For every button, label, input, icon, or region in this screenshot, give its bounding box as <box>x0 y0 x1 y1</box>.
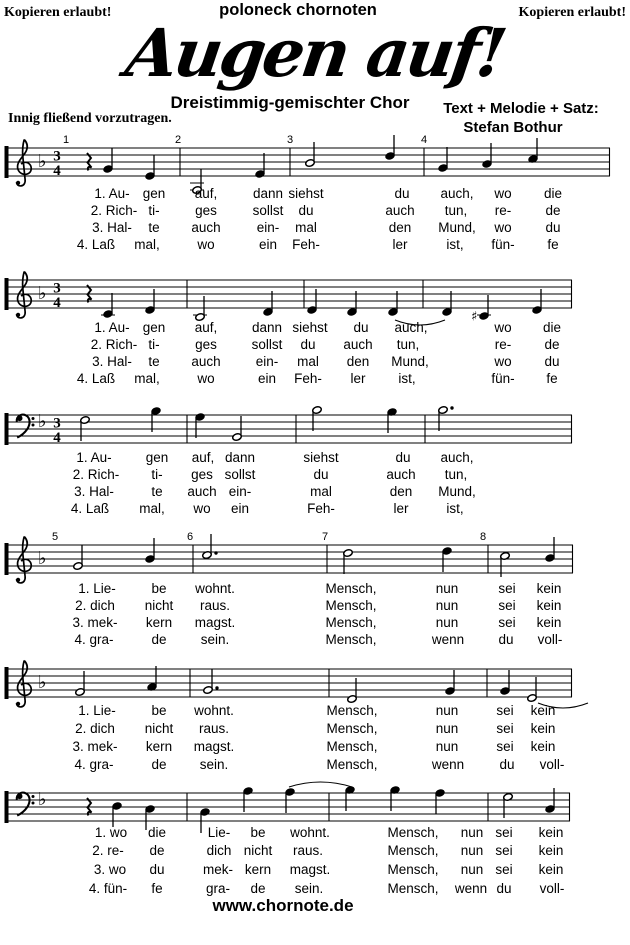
lyric-word: wenn <box>454 881 488 896</box>
lyric-word: ist, <box>446 237 464 252</box>
lyric-word: de <box>545 203 561 218</box>
lyric-word: 4. gra- <box>74 757 114 772</box>
lyric-word: te <box>151 484 163 499</box>
measure-number: 1 <box>62 134 70 146</box>
lyric-word: auf, <box>194 186 218 201</box>
lyric-word: kein <box>538 843 564 858</box>
measure-number: 6 <box>186 531 194 543</box>
lyric-word: mal <box>295 220 317 235</box>
time-signature-denominator: 4 <box>53 430 61 446</box>
lyric-word: tun, <box>444 203 468 218</box>
lyric-word: auch <box>386 467 416 482</box>
lyric-word: du <box>300 337 316 352</box>
lyric-word: auf, <box>191 450 215 465</box>
time-signature-numerator: 3 <box>53 415 61 432</box>
lyric-word: te <box>148 220 160 235</box>
flat-sign: ♭ <box>38 283 47 304</box>
lyric-word: auch, <box>440 186 474 201</box>
lyric-word: ein- <box>255 354 279 369</box>
lyric-word: wo <box>494 320 512 335</box>
lyric-word: dann <box>252 186 284 201</box>
lyric-word: ein <box>257 371 277 386</box>
lyric-word: du <box>499 757 515 772</box>
lyric-word: auch <box>187 484 217 499</box>
measure-number: 3 <box>286 134 294 146</box>
lyric-word: kern <box>145 615 173 630</box>
lyric-word: te <box>148 354 160 369</box>
lyric-word: ti- <box>151 467 163 482</box>
lyric-word: Mensch, <box>387 881 439 896</box>
lyric-word: 3. Hal- <box>92 220 132 235</box>
lyric-word: nun <box>435 703 459 718</box>
sharp-sign: ♯ <box>471 309 478 325</box>
lyric-word: fe <box>151 881 163 896</box>
lyric-word: kein <box>536 615 562 630</box>
lyric-word: auch, <box>440 450 474 465</box>
copy-permission-left: Kopieren erlaubt! <box>4 5 112 20</box>
lyric-word: magst. <box>289 862 331 877</box>
lyric-word: sollst <box>252 203 284 218</box>
lyric-word: mal <box>297 354 319 369</box>
lyric-word: 4. fün- <box>88 881 128 896</box>
lyric-word: kein <box>538 825 564 840</box>
lyric-word: ist, <box>398 371 416 386</box>
lyric-word: mal, <box>134 371 160 386</box>
lyric-word: 1. Au- <box>94 186 130 201</box>
lyric-word: ein <box>258 237 278 252</box>
lyric-word: auch <box>385 203 415 218</box>
measure-number: 2 <box>174 134 182 146</box>
lyric-word: sei <box>496 703 514 718</box>
lyric-word: nun <box>435 721 459 736</box>
lyric-word: Mensch, <box>325 615 377 630</box>
lyric-word: Mund, <box>391 354 429 369</box>
lyric-word: be <box>151 703 167 718</box>
lyric-word: fe <box>546 371 558 386</box>
lyric-word: nun <box>435 581 459 596</box>
lyric-word: sei <box>496 739 514 754</box>
lyric-word: nun <box>460 862 484 877</box>
system-start-bar <box>5 146 9 178</box>
lyric-word: sein. <box>199 757 229 772</box>
lyric-word: 3. wo <box>93 862 127 877</box>
lyric-word: sei <box>498 615 516 630</box>
lyric-word: siehst <box>292 320 328 335</box>
lyric-word: sein. <box>294 881 324 896</box>
system-start-bar <box>5 278 9 310</box>
lyric-word: den <box>346 354 370 369</box>
lyric-word: tun, <box>444 467 468 482</box>
bass-clef-icon <box>17 793 35 816</box>
lyric-word: gen <box>142 186 166 201</box>
lyric-word: siehst <box>288 186 324 201</box>
lyric-word: voll- <box>539 881 565 896</box>
lyric-word: wo <box>193 501 211 516</box>
lyric-word: kein <box>538 862 564 877</box>
lyric-word: du <box>394 186 410 201</box>
lyric-word: ges <box>195 337 217 352</box>
staff-system <box>5 531 574 583</box>
lyric-word: wenn <box>431 632 465 647</box>
lyric-word: raus. <box>292 843 324 858</box>
bass-clef-icon <box>17 415 35 438</box>
lyric-word: dann <box>251 320 283 335</box>
lyric-word: fün- <box>491 371 515 386</box>
lyric-word: 4. Laß <box>76 237 116 252</box>
lyric-word: Mensch, <box>326 703 378 718</box>
lyric-word: 4. Laß <box>70 501 110 516</box>
lyric-word: be <box>250 825 266 840</box>
lyric-word: 1. wo <box>94 825 128 840</box>
lyric-word: Mensch, <box>326 739 378 754</box>
lyric-word: du <box>544 354 560 369</box>
lyric-word: de <box>151 632 167 647</box>
lyric-word: du <box>149 862 165 877</box>
lyric-word: 1. Lie- <box>78 581 116 596</box>
lyric-word: du <box>313 467 329 482</box>
lyric-word: gen <box>142 320 166 335</box>
lyric-word: Feh- <box>292 237 320 252</box>
lyric-word: 3. mek- <box>72 739 118 754</box>
lyric-word: du <box>395 450 411 465</box>
time-signature-denominator: 4 <box>53 295 61 311</box>
lyric-word: wohnt. <box>195 581 235 596</box>
lyric-word: auch <box>191 354 221 369</box>
lyric-word: magst. <box>194 615 236 630</box>
lyric-word: nun <box>460 843 484 858</box>
lyric-word: die <box>542 320 562 335</box>
lyric-word: nun <box>435 598 459 613</box>
lyric-word: sei <box>495 862 513 877</box>
measure-number: 7 <box>321 531 329 543</box>
lyric-word: gra- <box>205 881 231 896</box>
lyric-word: kein <box>530 703 556 718</box>
lyric-word: Mund, <box>438 484 476 499</box>
lyric-word: du <box>545 220 561 235</box>
lyric-word: sei <box>496 721 514 736</box>
system-start-bar <box>5 667 9 699</box>
composer-name: Stefan Bothur <box>463 119 563 136</box>
lyric-word: Feh- <box>307 501 335 516</box>
lyric-word: Mensch, <box>326 721 378 736</box>
lyric-word: sei <box>495 825 513 840</box>
lyric-word: du <box>498 632 514 647</box>
lyric-word: du <box>298 203 314 218</box>
lyric-word: Mensch, <box>326 757 378 772</box>
lyric-word: sei <box>495 843 513 858</box>
lyric-word: sei <box>498 598 516 613</box>
flat-sign: ♭ <box>38 672 47 693</box>
time-signature-denominator: 4 <box>53 163 61 179</box>
lyric-word: re- <box>494 337 512 352</box>
lyric-word: 2. Rich- <box>90 337 138 352</box>
lyric-word: fe <box>547 237 559 252</box>
lyric-word: Mund, <box>438 220 476 235</box>
time-signature-numerator: 3 <box>53 148 61 165</box>
time-signature-numerator: 3 <box>53 280 61 297</box>
lyric-word: auf, <box>194 320 218 335</box>
treble-clef-icon <box>16 661 31 707</box>
treble-clef-icon <box>16 140 31 186</box>
lyric-word: 2. dich <box>75 721 115 736</box>
lyric-word: wo <box>197 371 215 386</box>
lyric-word: de <box>544 337 560 352</box>
lyric-word: du <box>353 320 369 335</box>
lyric-word: nun <box>435 615 459 630</box>
measure-number: 5 <box>51 531 59 543</box>
lyric-word: Mensch, <box>387 843 439 858</box>
lyric-word: wo <box>494 354 512 369</box>
lyric-word: be <box>151 581 167 596</box>
lyric-word: Mensch, <box>387 825 439 840</box>
lyric-word: 4. Laß <box>76 371 116 386</box>
measure-number: 8 <box>479 531 487 543</box>
lyric-word: wo <box>494 186 512 201</box>
lyric-word: du <box>496 881 512 896</box>
measure-number: 4 <box>420 134 428 146</box>
lyric-word: 2. Rich- <box>90 203 138 218</box>
lyric-word: voll- <box>539 757 565 772</box>
lyric-word: mal, <box>139 501 165 516</box>
lyric-word: sei <box>498 581 516 596</box>
lyric-word: kein <box>536 598 562 613</box>
staff-system <box>5 272 573 326</box>
lyric-word: den <box>388 220 412 235</box>
lyric-word: auch, <box>394 320 428 335</box>
lyric-word: dich <box>206 843 232 858</box>
ensemble-subtitle: Dreistimmig-gemischter Chor <box>170 93 410 112</box>
lyric-word: raus. <box>198 721 230 736</box>
lyric-word: 2. Rich- <box>72 467 120 482</box>
lyric-word: 1. Lie- <box>78 703 116 718</box>
lyric-word: wo <box>494 220 512 235</box>
lyric-word: kein <box>530 739 556 754</box>
lyric-word: kern <box>145 739 173 754</box>
lyric-word: ler <box>350 371 366 386</box>
lyric-word: die <box>543 186 563 201</box>
lyric-word: 3. Hal- <box>74 484 114 499</box>
augmentation-dot <box>215 686 218 689</box>
lyric-word: ges <box>195 203 217 218</box>
lyric-word: de <box>250 881 266 896</box>
system-start-bar <box>5 543 9 575</box>
lyric-word: 1. Au- <box>76 450 112 465</box>
tempo-marking: Innig fließend vorzutragen. <box>8 111 172 126</box>
lyric-word: nun <box>460 825 484 840</box>
copy-permission-right: Kopieren erlaubt! <box>518 5 626 20</box>
lyric-word: ler <box>392 237 408 252</box>
staff-system <box>5 406 573 446</box>
lyric-word: auch <box>343 337 373 352</box>
lyric-word: 2. dich <box>75 598 115 613</box>
lyric-word: sollst <box>251 337 283 352</box>
lyric-word: sein. <box>200 632 230 647</box>
lyric-word: mal <box>310 484 332 499</box>
lyric-word: ler <box>393 501 409 516</box>
flat-sign: ♭ <box>38 151 47 172</box>
staff-system <box>5 661 589 709</box>
lyric-word: wo <box>197 237 215 252</box>
treble-clef-icon <box>16 272 31 318</box>
lyric-word: fün- <box>491 237 515 252</box>
lyric-word: ein- <box>228 484 252 499</box>
song-title: Augen auf! <box>121 14 509 92</box>
lyric-word: Mensch, <box>387 862 439 877</box>
lyric-word: kern <box>244 862 272 877</box>
lyric-word: die <box>147 825 167 840</box>
lyric-word: Mensch, <box>325 598 377 613</box>
system-start-bar <box>5 791 9 823</box>
system-start-bar <box>5 413 9 445</box>
staff-system <box>5 782 571 833</box>
lyric-word: nun <box>435 739 459 754</box>
lyric-word: wohnt. <box>290 825 330 840</box>
lyric-word: re- <box>494 203 512 218</box>
lyric-word: den <box>389 484 413 499</box>
lyric-word: nicht <box>144 721 174 736</box>
augmentation-dot <box>214 551 217 554</box>
lyric-word: voll- <box>537 632 563 647</box>
slur <box>289 782 352 787</box>
flat-sign: ♭ <box>38 411 47 432</box>
lyric-word: Feh- <box>294 371 322 386</box>
credit-label: Text + Melodie + Satz: <box>443 100 599 117</box>
lyric-word: gen <box>145 450 169 465</box>
flat-sign: ♭ <box>38 548 47 569</box>
lyric-word: kein <box>536 581 562 596</box>
lyric-word: wenn <box>431 757 465 772</box>
lyric-word: de <box>151 757 167 772</box>
publisher-brand: poloneck chornoten <box>219 1 377 19</box>
lyric-word: Mensch, <box>325 581 377 596</box>
lyric-word: ti- <box>148 203 160 218</box>
lyric-word: ein <box>230 501 250 516</box>
lyric-word: auch <box>191 220 221 235</box>
lyric-word: 1. Au- <box>94 320 130 335</box>
treble-clef-icon <box>16 537 31 583</box>
lyric-word: Lie- <box>207 825 231 840</box>
lyric-word: sollst <box>224 467 256 482</box>
lyric-word: ti- <box>148 337 160 352</box>
augmentation-dot <box>450 406 453 409</box>
lyric-word: ges <box>191 467 213 482</box>
lyric-word: mal, <box>134 237 160 252</box>
lyric-word: Mensch, <box>325 632 377 647</box>
lyric-word: 2. re- <box>92 843 124 858</box>
lyric-word: nicht <box>243 843 273 858</box>
lyric-word: de <box>149 843 165 858</box>
lyric-word: nicht <box>144 598 174 613</box>
lyric-word: 4. gra- <box>74 632 114 647</box>
footer-url: www.chornote.de <box>212 896 354 915</box>
flat-sign: ♭ <box>38 789 47 810</box>
lyric-word: mek- <box>203 862 233 877</box>
lyric-word: ein- <box>256 220 280 235</box>
lyric-word: kein <box>530 721 556 736</box>
lyric-word: dann <box>224 450 256 465</box>
lyric-word: tun, <box>396 337 420 352</box>
lyric-word: raus. <box>199 598 231 613</box>
lyric-word: ist, <box>446 501 464 516</box>
lyric-word: wohnt. <box>194 703 234 718</box>
lyric-word: magst. <box>193 739 235 754</box>
lyric-word: 3. Hal- <box>92 354 132 369</box>
lyric-word: 3. mek- <box>72 615 118 630</box>
lyric-word: siehst <box>303 450 339 465</box>
